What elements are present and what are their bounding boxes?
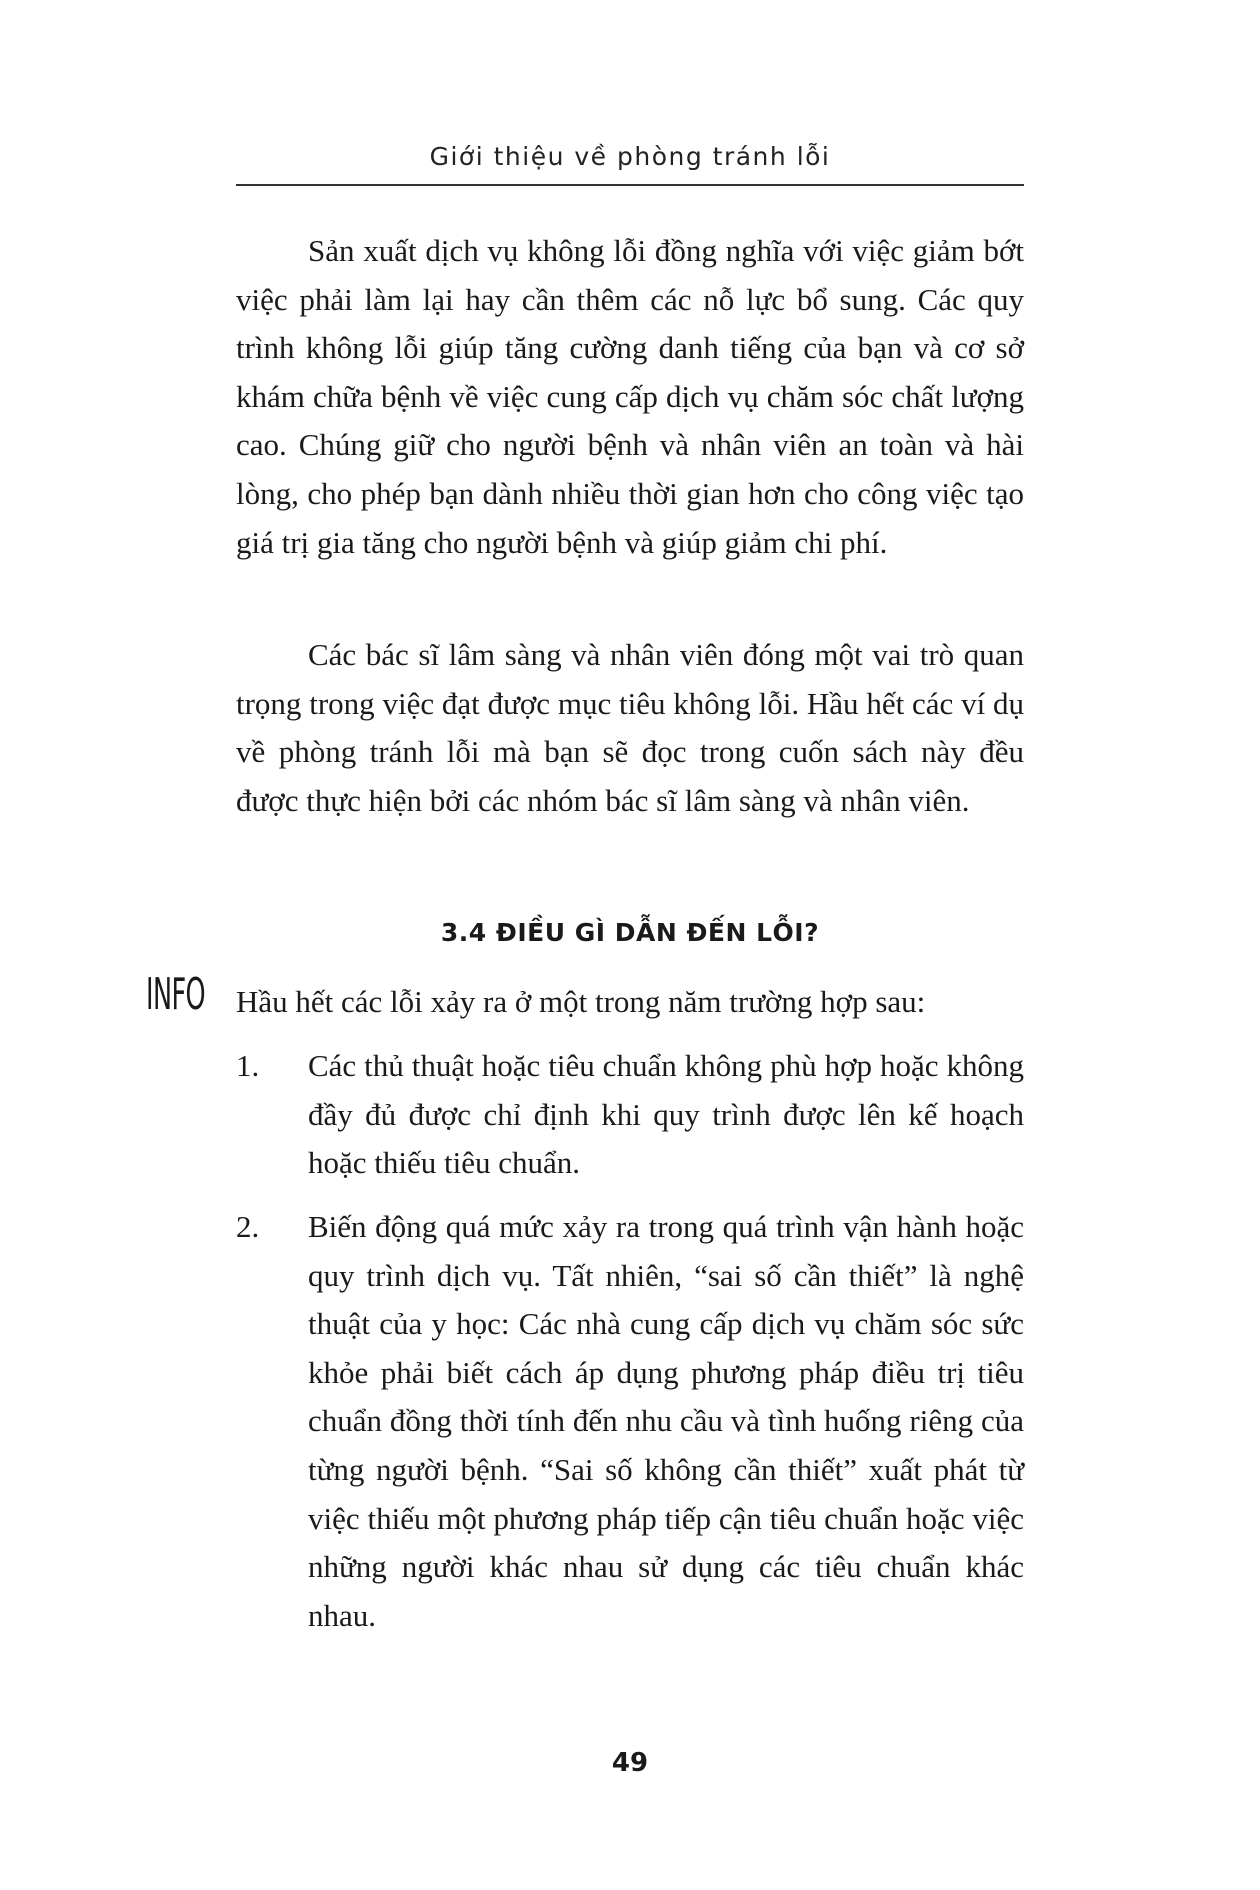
page-number: 49 (611, 1748, 649, 1778)
running-header: Giới thiệu về phòng tránh lỗi (429, 142, 831, 171)
section-heading: 3.4 ĐIỀU GÌ DẪN ĐẾN LỖI? (440, 918, 820, 947)
list-item-1 (236, 1042, 1024, 1188)
paragraph-2: Các bác sĩ lâm sàng và nhân viên đóng một vai trò quan trọng trong việc đạt được mục tiêu không lỗi. Hầu hết các ví dụ về phòng tránh lỗi mà bạn sẽ đọc trong cuốn sách này đều được thực hiện bởi các nhóm bác sĩ lâm sàng và nhân viên. (236, 637, 1024, 818)
header-rule (236, 184, 1024, 186)
list-item-number: 1. (236, 1048, 260, 1083)
paragraph-1: Sản xuất dịch vụ không lỗi đồng nghĩa với việc giảm bớt việc phải làm lại hay cần thêm các nỗ lực bổ sung. Các quy trình không lỗi giúp tăng cường danh tiếng của bạn và cơ sở khám chữa bệnh về việc cung cấp dịch vụ chăm sóc chất lượng cao. Chúng giữ cho người bệnh và nhân viên an toàn và hài lòng, cho phép bạn dành nhiều thời gian hơn cho công việc tạo giá trị gia tăng cho người bệnh và giúp giảm chi phí. (236, 233, 1024, 560)
section-intro: Hầu hết các lỗi xảy ra ở một trong năm trường hợp sau: (236, 984, 926, 1019)
info-margin-tag: INFO (146, 969, 206, 1020)
list-item-2 (236, 1203, 1024, 1640)
list-item-text: Biến động quá mức xảy ra trong quá trình vận hành hoặc quy trình dịch vụ. Tất nhiên, “sai số cần thiết” là nghệ thuật của y học: Các nhà cung cấp dịch vụ chăm sóc sức khỏe phải biết cách áp dụng phương pháp điều trị tiêu chuẩn đồng thời tính đến nhu cầu và tình huống riêng của từng người bệnh. “Sai số không cần thiết” xuất phát từ việc thiếu một phương pháp tiếp cận tiêu chuẩn hoặc việc những người khác nhau sử dụng các tiêu chuẩn khác nhau. (308, 1209, 1024, 1633)
list-item-number: 2. (236, 1209, 260, 1244)
list-item-text: Các thủ thuật hoặc tiêu chuẩn không phù hợp hoặc không đầy đủ được chỉ định khi quy trình được lên kế hoạch hoặc thiếu tiêu chuẩn. (308, 1048, 1024, 1181)
